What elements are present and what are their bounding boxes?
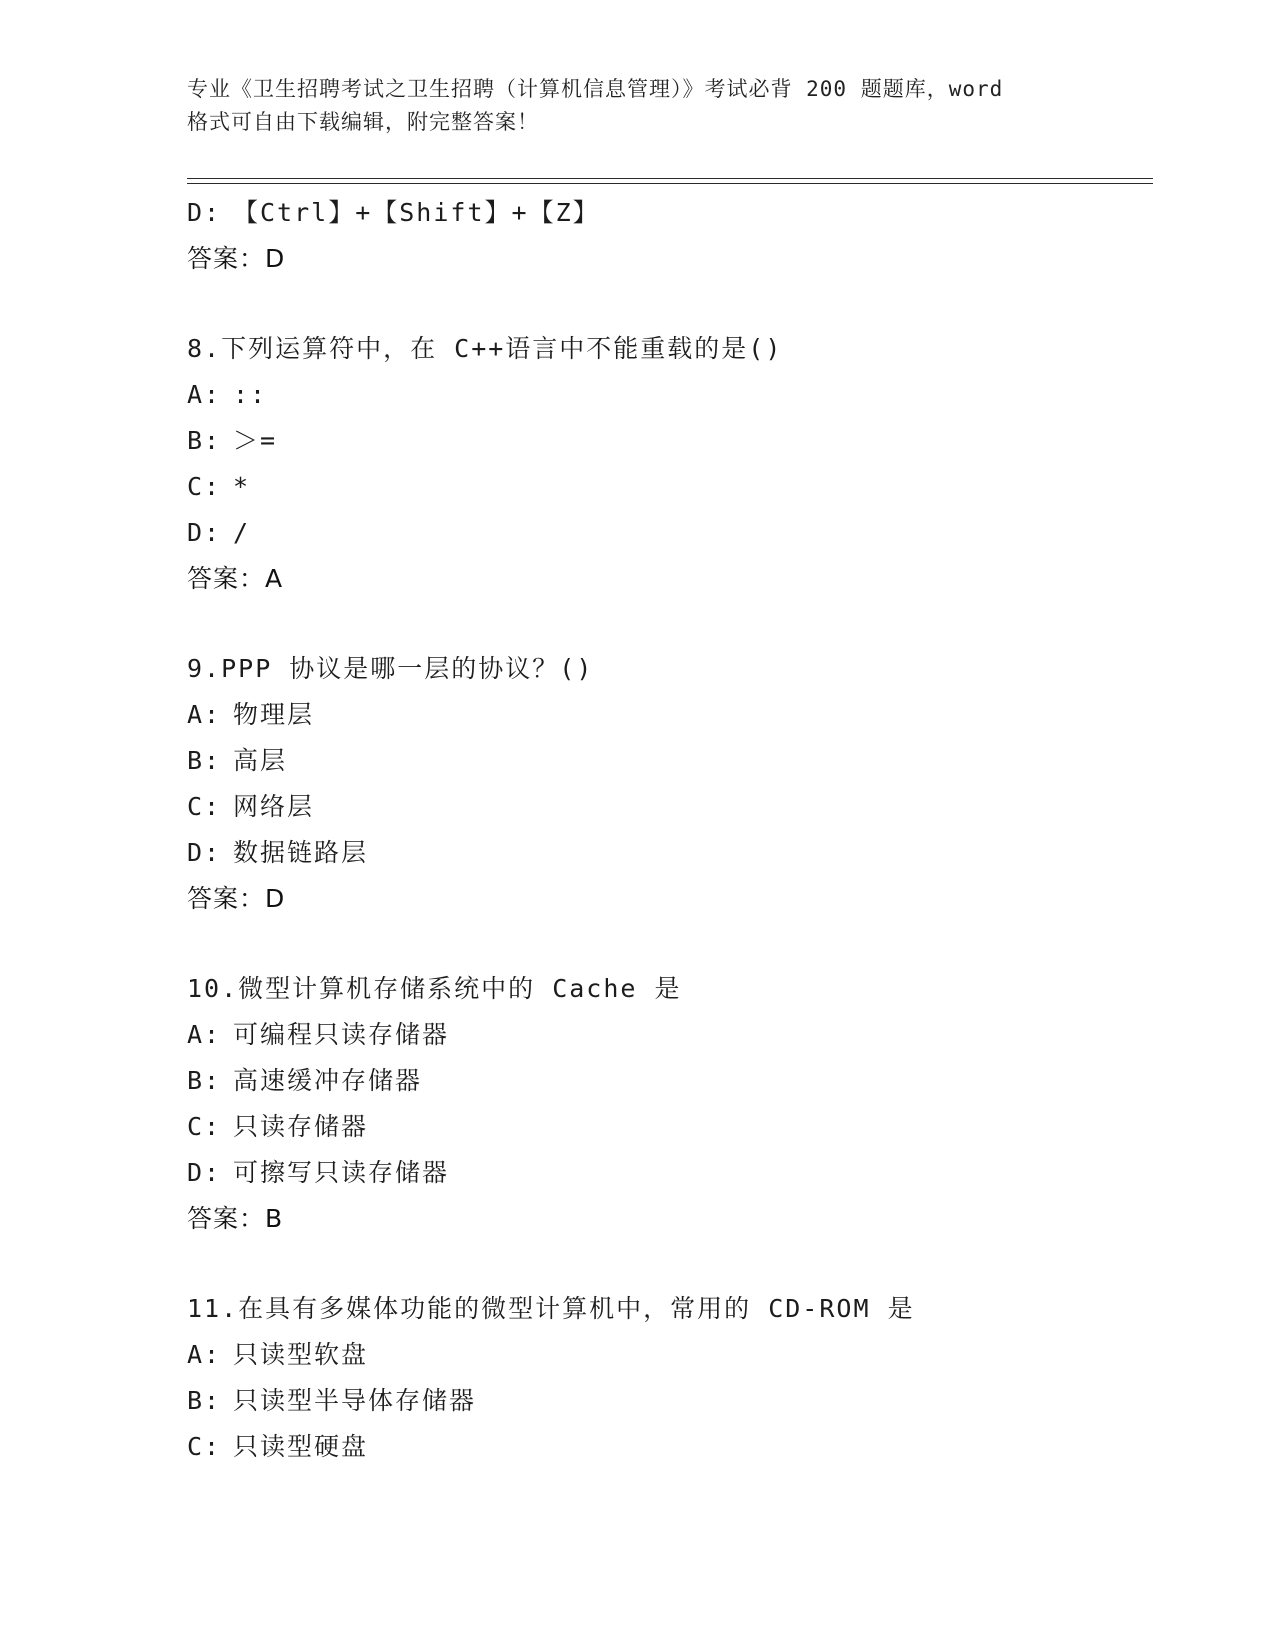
question-spacer	[187, 922, 1147, 966]
answer-line: 答案：D	[187, 884, 286, 913]
option-label: A:	[187, 700, 222, 729]
answer-line: 答案：B	[187, 1204, 284, 1233]
question-spacer	[187, 602, 1147, 646]
option-text: 物理层	[233, 700, 315, 729]
question-block	[187, 1286, 1147, 1470]
option-label: B:	[187, 1386, 222, 1415]
question-block-partial	[187, 190, 1147, 282]
option-text: 可擦写只读存储器	[233, 1158, 450, 1187]
option-a	[187, 692, 1147, 738]
question-list	[187, 190, 1147, 1470]
option-text: 高速缓冲存储器	[233, 1066, 423, 1095]
question-block	[187, 646, 1147, 922]
option-label: A:	[187, 380, 222, 409]
option-text: 数据链路层	[233, 838, 369, 867]
option-d	[187, 830, 1147, 876]
option-b	[187, 1058, 1147, 1104]
option-text: 只读型半导体存储器	[233, 1386, 477, 1415]
option-text: 只读型硬盘	[233, 1432, 369, 1461]
header-line-1: 专业《卫生招聘考试之卫生招聘（计算机信息管理）》考试必背 200 题题库，word	[187, 77, 1004, 101]
option-text: *	[233, 472, 251, 501]
option-text: 高层	[233, 746, 288, 775]
option-d	[187, 510, 1147, 556]
header-line-2: 格式可自由下载编辑，附完整答案！	[187, 110, 539, 134]
option-c	[187, 784, 1147, 830]
answer-line: 答案：D	[187, 244, 286, 273]
question-stem: 11.在具有多媒体功能的微型计算机中，常用的 CD-ROM 是	[187, 1294, 915, 1323]
question-spacer	[187, 282, 1147, 326]
document-header	[187, 73, 1087, 139]
option-text: 可编程只读存储器	[233, 1020, 450, 1049]
option-text: ::	[233, 380, 268, 409]
option-d	[187, 1150, 1147, 1196]
option-text: 只读存储器	[233, 1112, 369, 1141]
option-label: D:	[187, 838, 222, 867]
header-divider-bottom	[187, 183, 1153, 184]
question-spacer	[187, 1242, 1147, 1286]
option-text: /	[233, 518, 251, 547]
question-stem: 10.微型计算机存储系统中的 Cache 是	[187, 974, 682, 1003]
option-c	[187, 1104, 1147, 1150]
option-label: C:	[187, 792, 222, 821]
option-label: D:	[187, 518, 222, 547]
header-divider-top	[187, 178, 1153, 179]
option-text: 网络层	[233, 792, 315, 821]
option-c	[187, 1424, 1147, 1470]
question-stem: 9.PPP 协议是哪一层的协议？()	[187, 654, 594, 683]
option-label: C:	[187, 1432, 222, 1461]
option-a	[187, 372, 1147, 418]
option-label: A:	[187, 1020, 222, 1049]
option-a	[187, 1332, 1147, 1378]
option-label: D:	[187, 198, 222, 227]
option-b	[187, 738, 1147, 784]
option-label: B:	[187, 746, 222, 775]
question-block	[187, 326, 1147, 602]
option-label: B:	[187, 426, 222, 455]
question-block	[187, 966, 1147, 1242]
option-label: B:	[187, 1066, 222, 1095]
option-label: C:	[187, 1112, 222, 1141]
option-b	[187, 418, 1147, 464]
option-c	[187, 464, 1147, 510]
option-label: C:	[187, 472, 222, 501]
option-text: 只读型软盘	[233, 1340, 369, 1369]
answer-line: 答案：A	[187, 564, 284, 593]
option-b	[187, 1378, 1147, 1424]
option-text: ＞=	[233, 426, 278, 455]
question-stem: 8.下列运算符中，在 C++语言中不能重载的是()	[187, 334, 783, 363]
option-text: 【Ctrl】+【Shift】+【Z】	[233, 198, 600, 227]
option-d	[187, 190, 1147, 236]
option-a	[187, 1012, 1147, 1058]
option-label: A:	[187, 1340, 222, 1369]
option-label: D:	[187, 1158, 222, 1187]
